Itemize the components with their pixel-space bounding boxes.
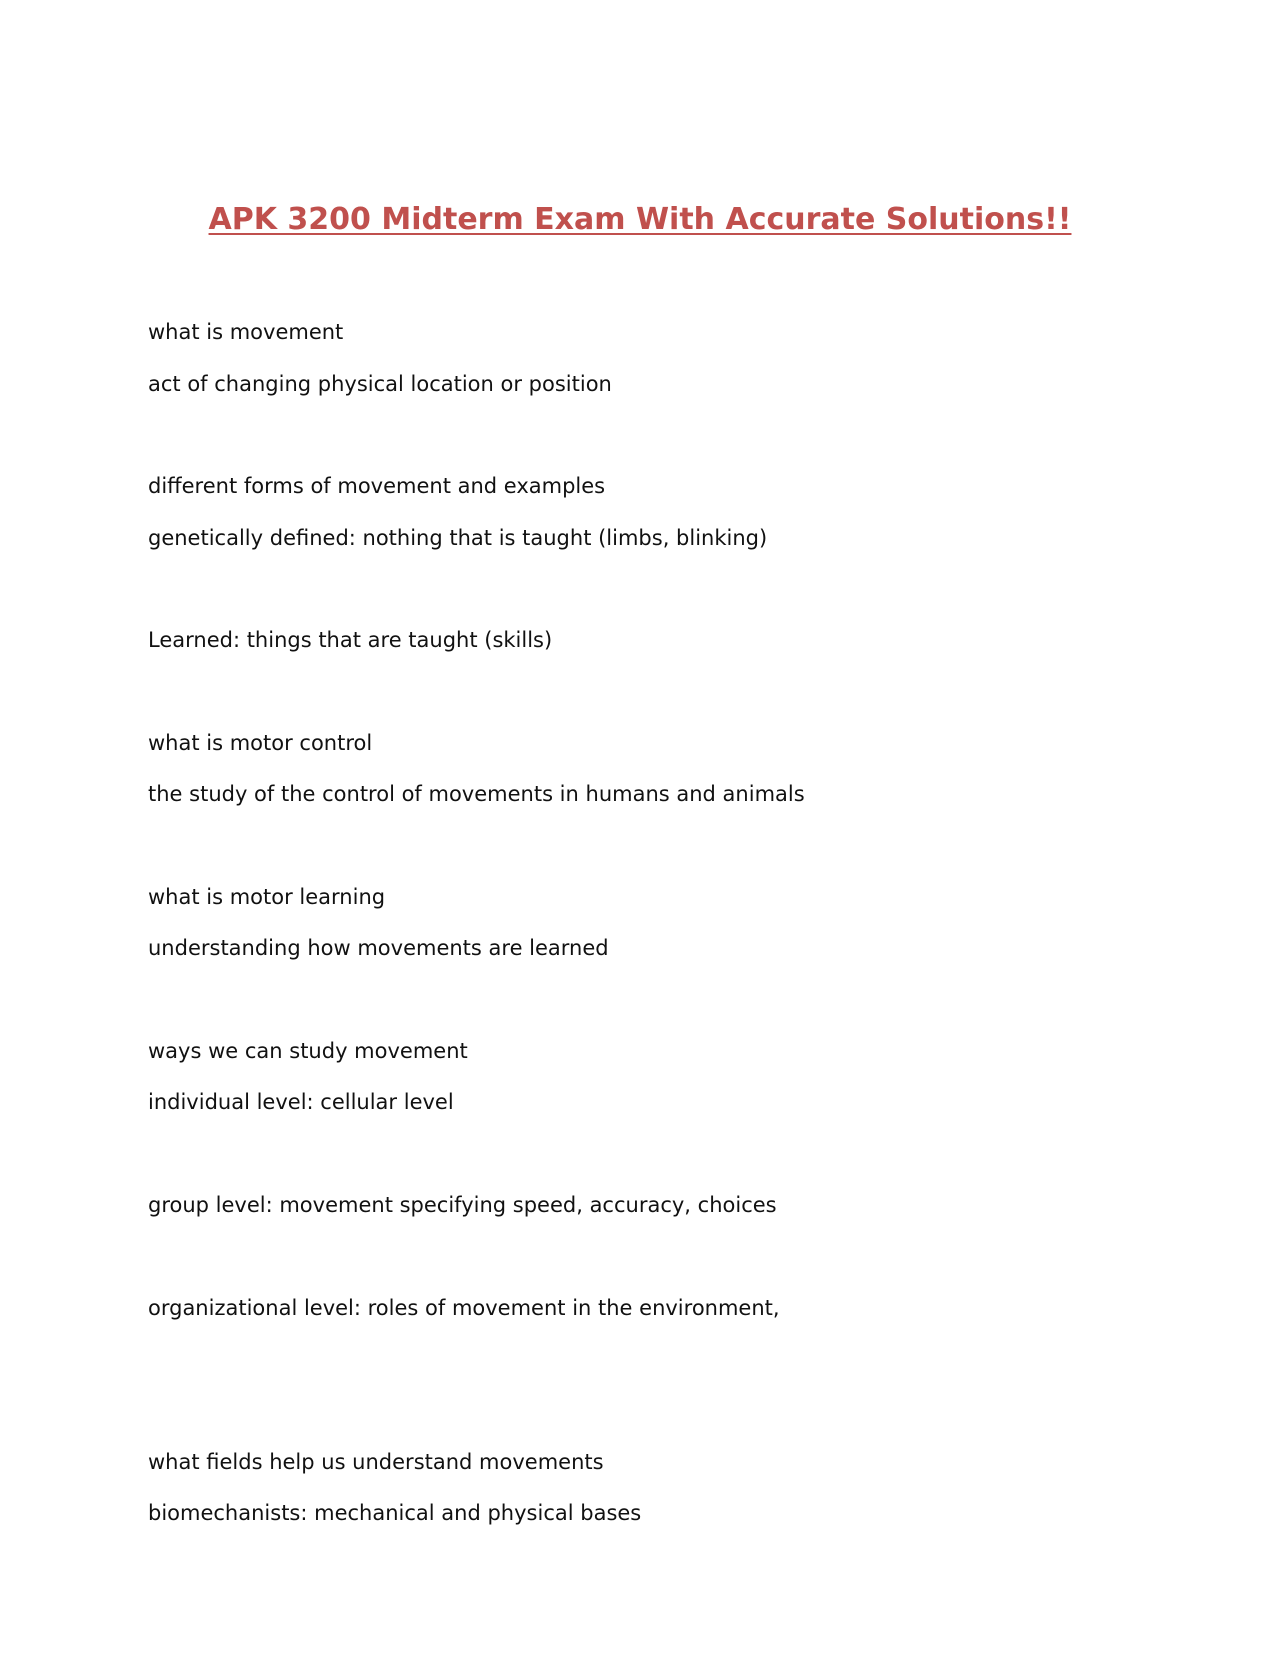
answer-line: act of changing physical location or position [148,372,612,396]
answer-line: biomechanists: mechanical and physical bases [148,1501,642,1525]
question-line: different forms of movement and examples [148,474,606,498]
answer-line: Learned: things that are taught (skills) [148,628,553,652]
question-line: what fields help us understand movements [148,1450,604,1474]
question-line: what is motor learning [148,885,386,909]
answer-line: individual level: cellular level [148,1090,454,1114]
question-line: what is motor control [148,731,373,755]
answer-line: genetically defined: nothing that is taught (limbs, blinking) [148,526,768,550]
question-line: what is movement [148,320,344,344]
answer-line: group level: movement specifying speed, accuracy, choices [148,1193,777,1217]
answer-line: organizational level: roles of movement in the environment, [148,1296,780,1320]
answer-line: understanding how movements are learned [148,936,609,960]
document-title: APK 3200 Midterm Exam With Accurate Solutions!! [208,202,1072,237]
answer-line: the study of the control of movements in humans and animals [148,782,805,806]
question-line: ways we can study movement [148,1039,468,1063]
